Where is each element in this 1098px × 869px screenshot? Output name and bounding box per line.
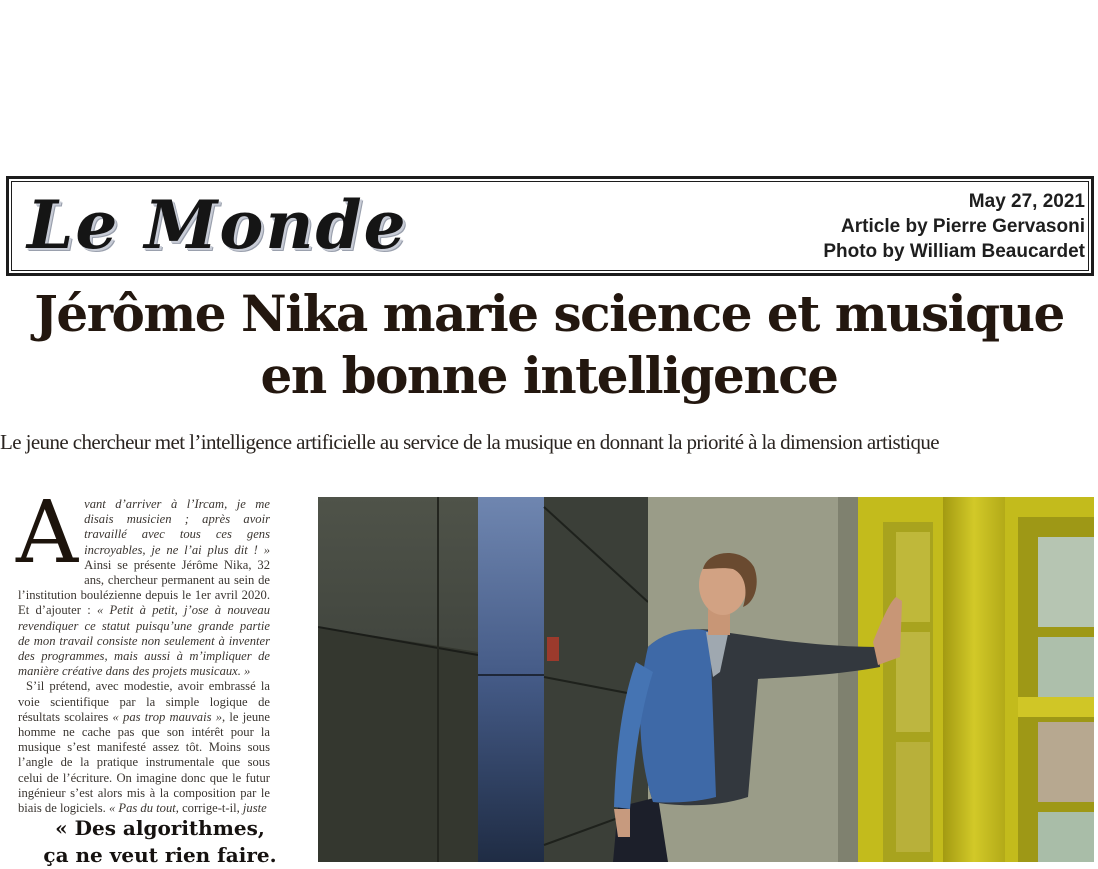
quote-text: « pas trop mauvais » (112, 709, 223, 724)
photo-illustration (318, 497, 1094, 862)
paragraph-2 (18, 679, 270, 816)
pull-quote-line-2: ça ne veut rien faire. (43, 843, 277, 867)
paragraph-text: Ainsi se présente Jérôme Nika, 32 ans, chercheur permanent au sein de l’institution boulézienne depuis le 1er avril 2020. Et d’ajouter : (18, 557, 270, 618)
quote-text: « Pas du tout, (108, 801, 183, 816)
opening-quote: vant d’arriver à l’Ircam, je me disais musicien ; après avoir travaillé avec tous ces gens incroyables, je ne l’ai plus dit ! » (84, 497, 270, 557)
pull-quote-line-1: « Des algorithmes, (55, 816, 265, 840)
credits-block (823, 189, 1085, 264)
paragraph-1 (16, 483, 270, 679)
headline (0, 283, 1098, 407)
le-monde-logo: Le Monde (27, 186, 408, 264)
publication-date: May 27, 2021 (968, 191, 1085, 212)
article-photo (318, 497, 1094, 862)
article-column (16, 483, 271, 816)
standfirst: Le jeune chercheur met l’intelligence artificielle au service de la musique en donnant la priorité à la dimension artistique (0, 430, 940, 454)
headline-line-1: Jérôme Nika marie science et musique (34, 284, 1064, 343)
masthead-box (6, 176, 1094, 276)
quote-text: « Petit à petit, j’ose à nouveau revendiquer ce statut puisqu’une grande partie de mon travail consiste non seulement à inventer des programmes, mais aussi à m’impliquer de manière créative dans des projets musicaux. » (18, 603, 270, 679)
paragraph-text: corrige-t-il, (182, 801, 243, 816)
article-author: Article by Pierre Gervasoni (841, 216, 1085, 237)
paragraph-text: , le jeune homme ne cache pas que son intérêt pour la musique s’est manifesté assez tôt. Moins sous l’angle de la pratique instrumentale que sous celui de l’écriture. On imagine donc que le futur ingénieur s’est alors mis à la composition par le biais de logiciels. (18, 709, 271, 816)
pull-quote (20, 815, 300, 869)
photo-credit: Photo by William Beaucardet (823, 241, 1085, 262)
paragraph-text: S’il prétend, avec modestie, avoir embrassé la voie scientifique par la simple logique de résultats scolaires (18, 679, 270, 724)
headline-line-2: en bonne intelligence (260, 346, 838, 405)
drop-cap: A (16, 483, 79, 583)
quote-text: juste (242, 801, 267, 816)
